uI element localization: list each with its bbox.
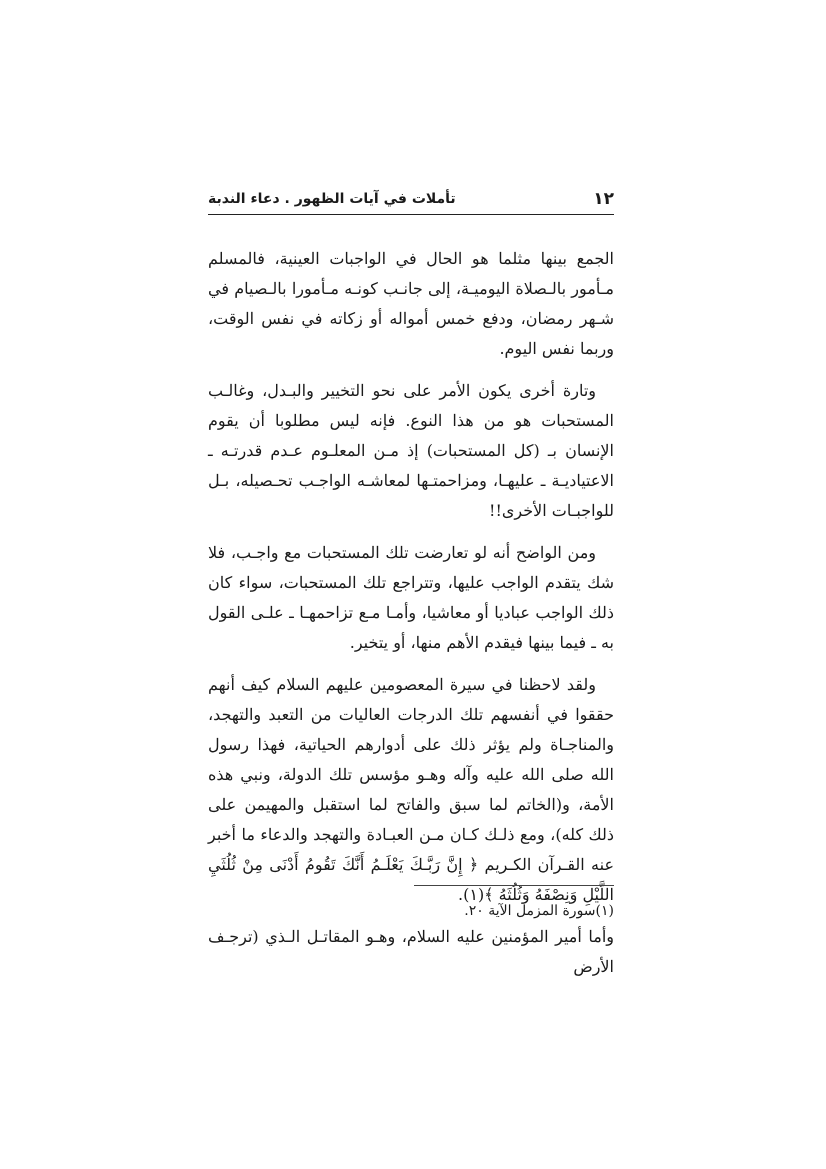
paragraph-1: الجمع بينها مثلما هو الحال في الواجبات العينية، فالمسلم مـأمور بالـصلاة اليوميـة، إلى جانـب كونـه مـأمورا بالـصيام في شـهر رمضان، ودفع خمس أمواله أو زكاته في نفس الوقت، وربما نفس اليوم. [208,249,614,358]
footnote: (١)سورة المزمل الآية ٢٠. [464,903,614,919]
running-title: تأملات في آيات الظهور . دعاء الندبة [208,191,456,207]
header-divider [208,214,614,215]
paragraph-4: ولقد لاحظنا في سيرة المعصومين عليهم السلام كيف أنهم حققوا في أنفسهم تلك الدرجات العاليات من التعبد والتهجد، والمناجـاة ولم يؤثر ذلك على أدوارهم الحياتية، فهذا رسول الله صلى الله عليه وآله وهـو مؤسس تلك الدولة، ونبي هذه الأمة، و(الخاتم لما سبق والفاتح لما استقبل والمهيمن على ذلك كله)، ومع ذلـك كـان مـن العبـادة والتهجد والدعاء ما أخبر عنه القـرآن الكـريم ﴿ إِنَّ رَبَّـكَ يَعْلَـمُ أَنَّكَ تَقُومُ أَدْنَى مِنْ ثُلُثَيِ اللَّيْلِ وَنِصْفَهُ وَثُلُثَهُ ﴾(١). [208,675,614,904]
main-text [208,244,614,994]
paragraph-3: ومن الواضح أنه لو تعارضت تلك المستحبات مع واجـب، فلا شك يتقدم الواجب عليها، وتتراجع تلك المستحبات، سواء كان ذلك الواجب عباديا أو معاشيا، وأمـا مـع تزاحمهـا ـ علـى القول به ـ فيما بينها فيقدم الأهم منها، أو يتخير. [208,543,614,652]
paragraph-5: وأما أمير المؤمنين عليه السلام، وهـو المقاتـل الـذي (ترجـف الأرض [208,927,614,976]
running-header [208,186,614,212]
paragraph-2: وتارة أخرى يكون الأمر على نحو التخيير والبـدل، وغالـب المستحبات هو من هذا النوع. فإنه ليس مطلوبا أن يقوم الإنسان بـ (كل المستحبات) إذ مـن المعلـوم عـدم قدرتـه ـ الاعتياديـة ـ عليهـا، ومزاحمتـها لمعاشـه الواجـب تحـصيله، بـل للواجبـات الأخرى!! [208,381,614,520]
footnote-divider [414,885,614,886]
page-number: ١٢ [593,189,614,209]
